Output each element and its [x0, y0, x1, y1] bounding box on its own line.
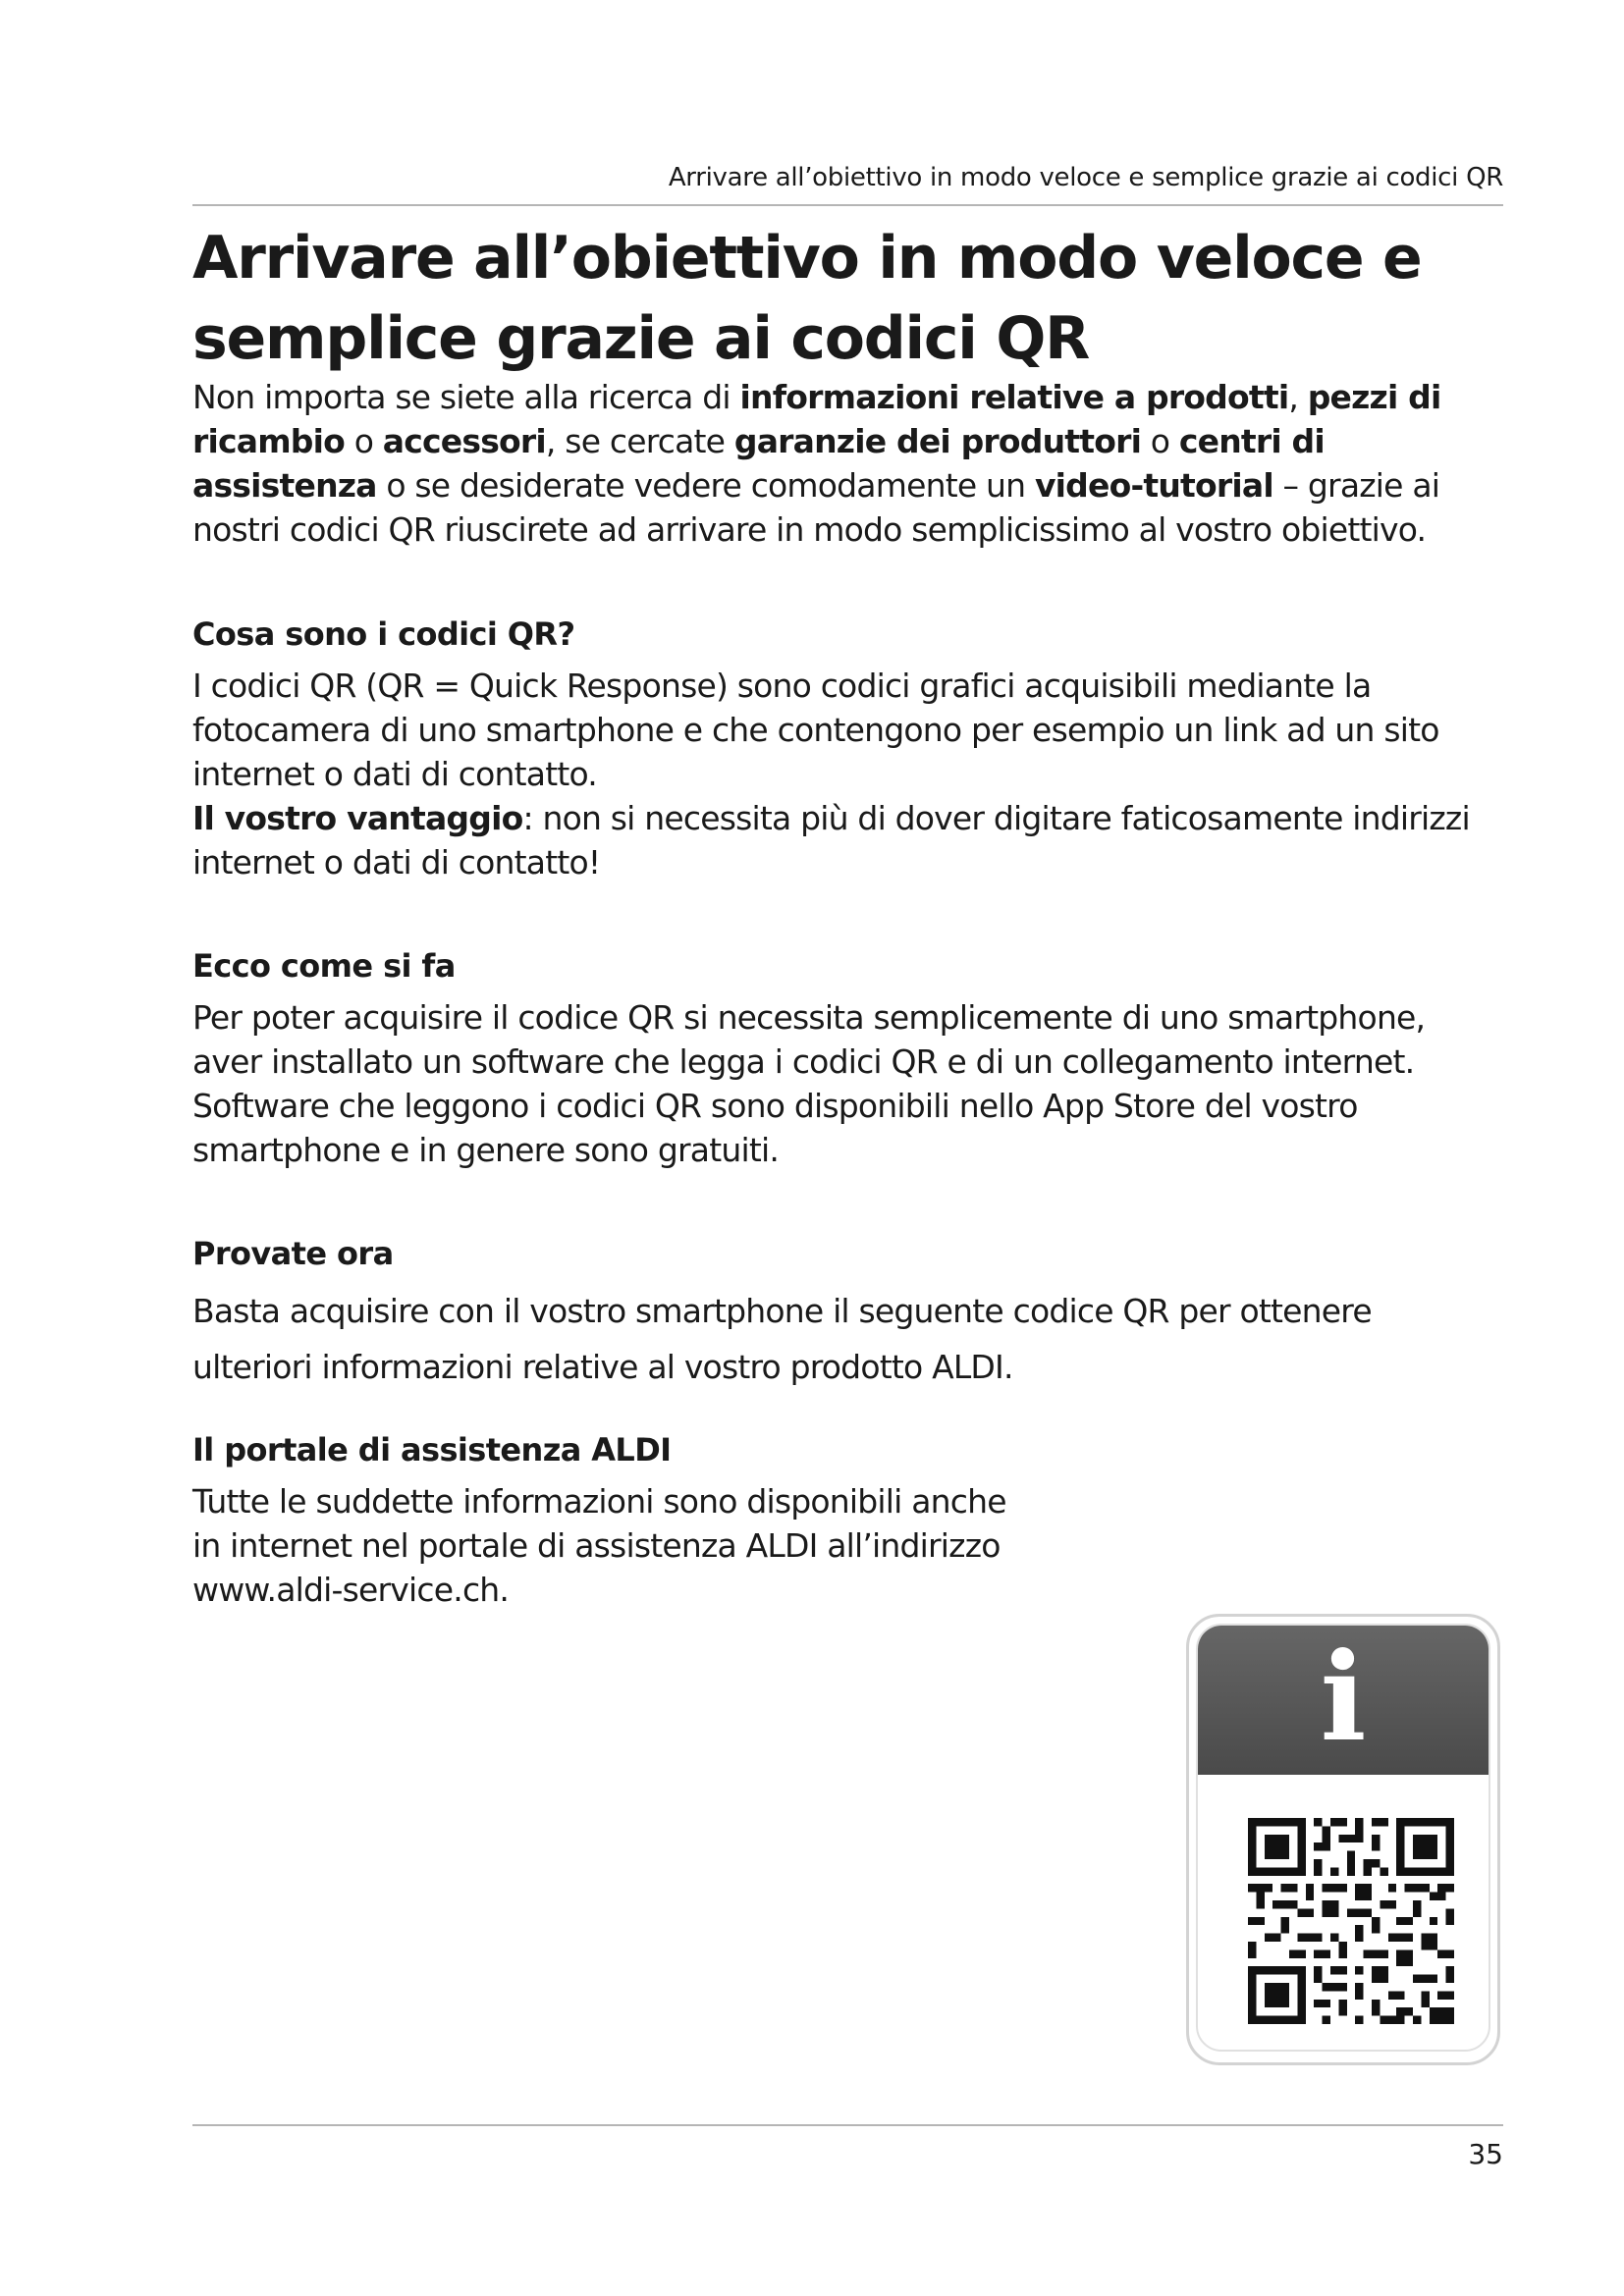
info-icon: i — [1320, 1627, 1367, 1769]
section-heading-what: Cosa sono i codici QR? — [192, 615, 575, 653]
running-header: Arrivare all’obiettivo in modo veloce e semplice grazie ai codici QR — [668, 163, 1503, 192]
badge-inner — [1196, 1624, 1490, 2052]
portal-line1: Tutte le suddette informazioni sono disponibili anche — [192, 1482, 1006, 1521]
section-text-portal — [192, 1479, 1489, 1612]
advantage-text: : non si necessita più di dover digitare faticosamente indirizzi internet o dati di contatto! — [192, 799, 1470, 881]
intro-bold: video-tutorial — [1034, 466, 1273, 505]
page-number: 35 — [1468, 2138, 1503, 2170]
intro-text: o — [345, 422, 383, 460]
intro-bold: accessori — [382, 422, 546, 460]
page-title — [192, 218, 1489, 379]
section-text-how: Per poter acquisire il codice QR si necessita semplicemente di uno smartphone, aver installato un software che legga i codici QR e di un collegamento internet. Software che leggono i codici QR sono disponibili nello App Store del vostro smartphone e in genere sono gratuiti. — [192, 998, 1426, 1169]
intro-bold: pezzi di ricambio — [192, 378, 1441, 460]
qr-code — [1248, 1818, 1454, 2024]
intro-text: , se cercate — [545, 422, 734, 460]
service-badge — [1186, 1614, 1500, 2065]
intro-bold: centri di assistenza — [192, 422, 1325, 505]
intro-text: o — [1141, 422, 1179, 460]
what-text: I codici QR (QR = Quick Response) sono codici grafici acquisibili mediante la fotocamera di uno smartphone e che contengono per esempio un link ad un sito internet o dati di contatto. — [192, 667, 1439, 793]
header-divider — [192, 204, 1503, 206]
section-heading-how: Ecco come si fa — [192, 947, 456, 985]
footer-divider — [192, 2124, 1503, 2126]
page-title-line1: Arrivare all’obiettivo in modo veloce e — [192, 224, 1422, 293]
intro-text: – grazie ai nostri codici QR riuscirete ad arrivare in modo semplicissimo al vostro obiettivo. — [192, 466, 1440, 549]
portal-line2: in internet nel portale di assistenza ALDI all’indirizzo — [192, 1526, 1001, 1565]
section-heading-try: Provate ora — [192, 1235, 394, 1272]
section-text-what — [192, 664, 1489, 884]
intro-bold: garanzie dei produttori — [733, 422, 1142, 460]
intro-paragraph — [192, 375, 1489, 552]
page-title-line2: semplice grazie ai codici QR — [192, 304, 1090, 373]
intro-text: o se desiderate vedere comodamente un — [376, 466, 1035, 505]
portal-url: www.aldi-service.ch. — [192, 1571, 510, 1609]
advantage-label: Il vostro vantaggio — [192, 799, 523, 837]
intro-text: Non importa se siete alla ricerca di — [192, 378, 740, 416]
section-heading-portal: Il portale di assistenza ALDI — [192, 1431, 672, 1468]
intro-text: , — [1288, 378, 1308, 416]
intro-bold: informazioni relative a prodotti — [739, 378, 1289, 416]
page-content — [192, 218, 1489, 1612]
badge-header — [1198, 1626, 1489, 1775]
section-text-try: Basta acquisire con il vostro smartphone il seguente codice QR per ottenere ulteriori informazioni relative al vostro prodotto ALDI. — [192, 1292, 1372, 1386]
